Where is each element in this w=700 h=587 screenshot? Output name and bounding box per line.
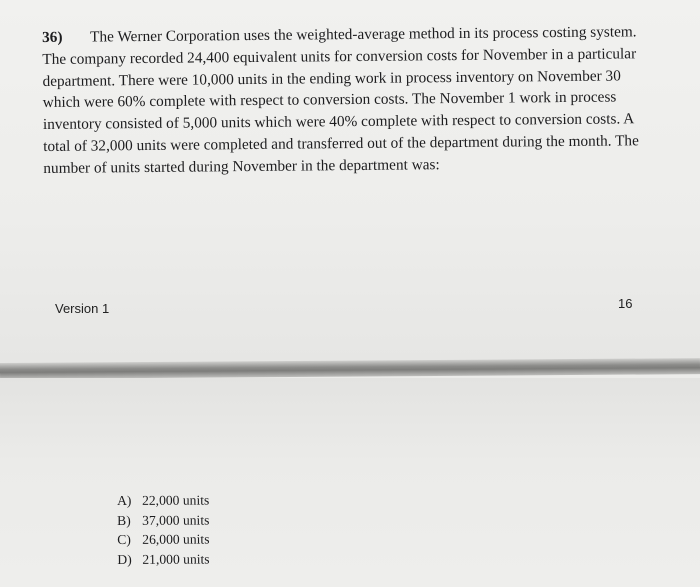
question-text-line: The company recorded 24,400 equivalent units for conversion costs for November in a particular xyxy=(42,45,637,68)
answer-text: 26,000 units xyxy=(142,531,210,547)
answer-text: 37,000 units xyxy=(142,512,210,528)
version-label: Version 1 xyxy=(55,301,110,316)
answer-letter: D) xyxy=(117,551,132,567)
answer-choice-a xyxy=(117,491,209,511)
answer-letter: B) xyxy=(117,512,131,528)
answer-letter: C) xyxy=(117,531,131,547)
answer-text: 21,000 units xyxy=(142,551,210,567)
question-number: 36) xyxy=(42,28,63,46)
page-number: 16 xyxy=(618,296,633,311)
question-text-line: The Werner Corporation uses the weighted-average method in its process costing system. xyxy=(90,23,637,46)
question-text-line: department. There were 10,000 units in the ending work in process inventory on November 30 xyxy=(42,67,621,90)
answer-choice-b xyxy=(117,510,209,530)
answer-letter: A) xyxy=(117,492,132,508)
question-text-line: total of 32,000 units were completed and transferred out of the department during the month. The xyxy=(43,132,639,155)
answer-text: 22,000 units xyxy=(142,492,210,508)
question-text-line: inventory consisted of 5,000 units which were 40% complete with respect to conversion costs. A xyxy=(42,110,635,134)
question-text-line: number of units started during November in the department was: xyxy=(43,155,440,177)
answer-choices xyxy=(117,491,210,569)
answer-choice-d xyxy=(117,549,209,569)
answer-choice-c xyxy=(117,530,209,550)
question-text-line: which were 60% complete with respect to conversion costs. The November 1 work in process xyxy=(42,88,617,112)
question-block xyxy=(42,21,683,180)
page-bottom xyxy=(0,378,700,587)
